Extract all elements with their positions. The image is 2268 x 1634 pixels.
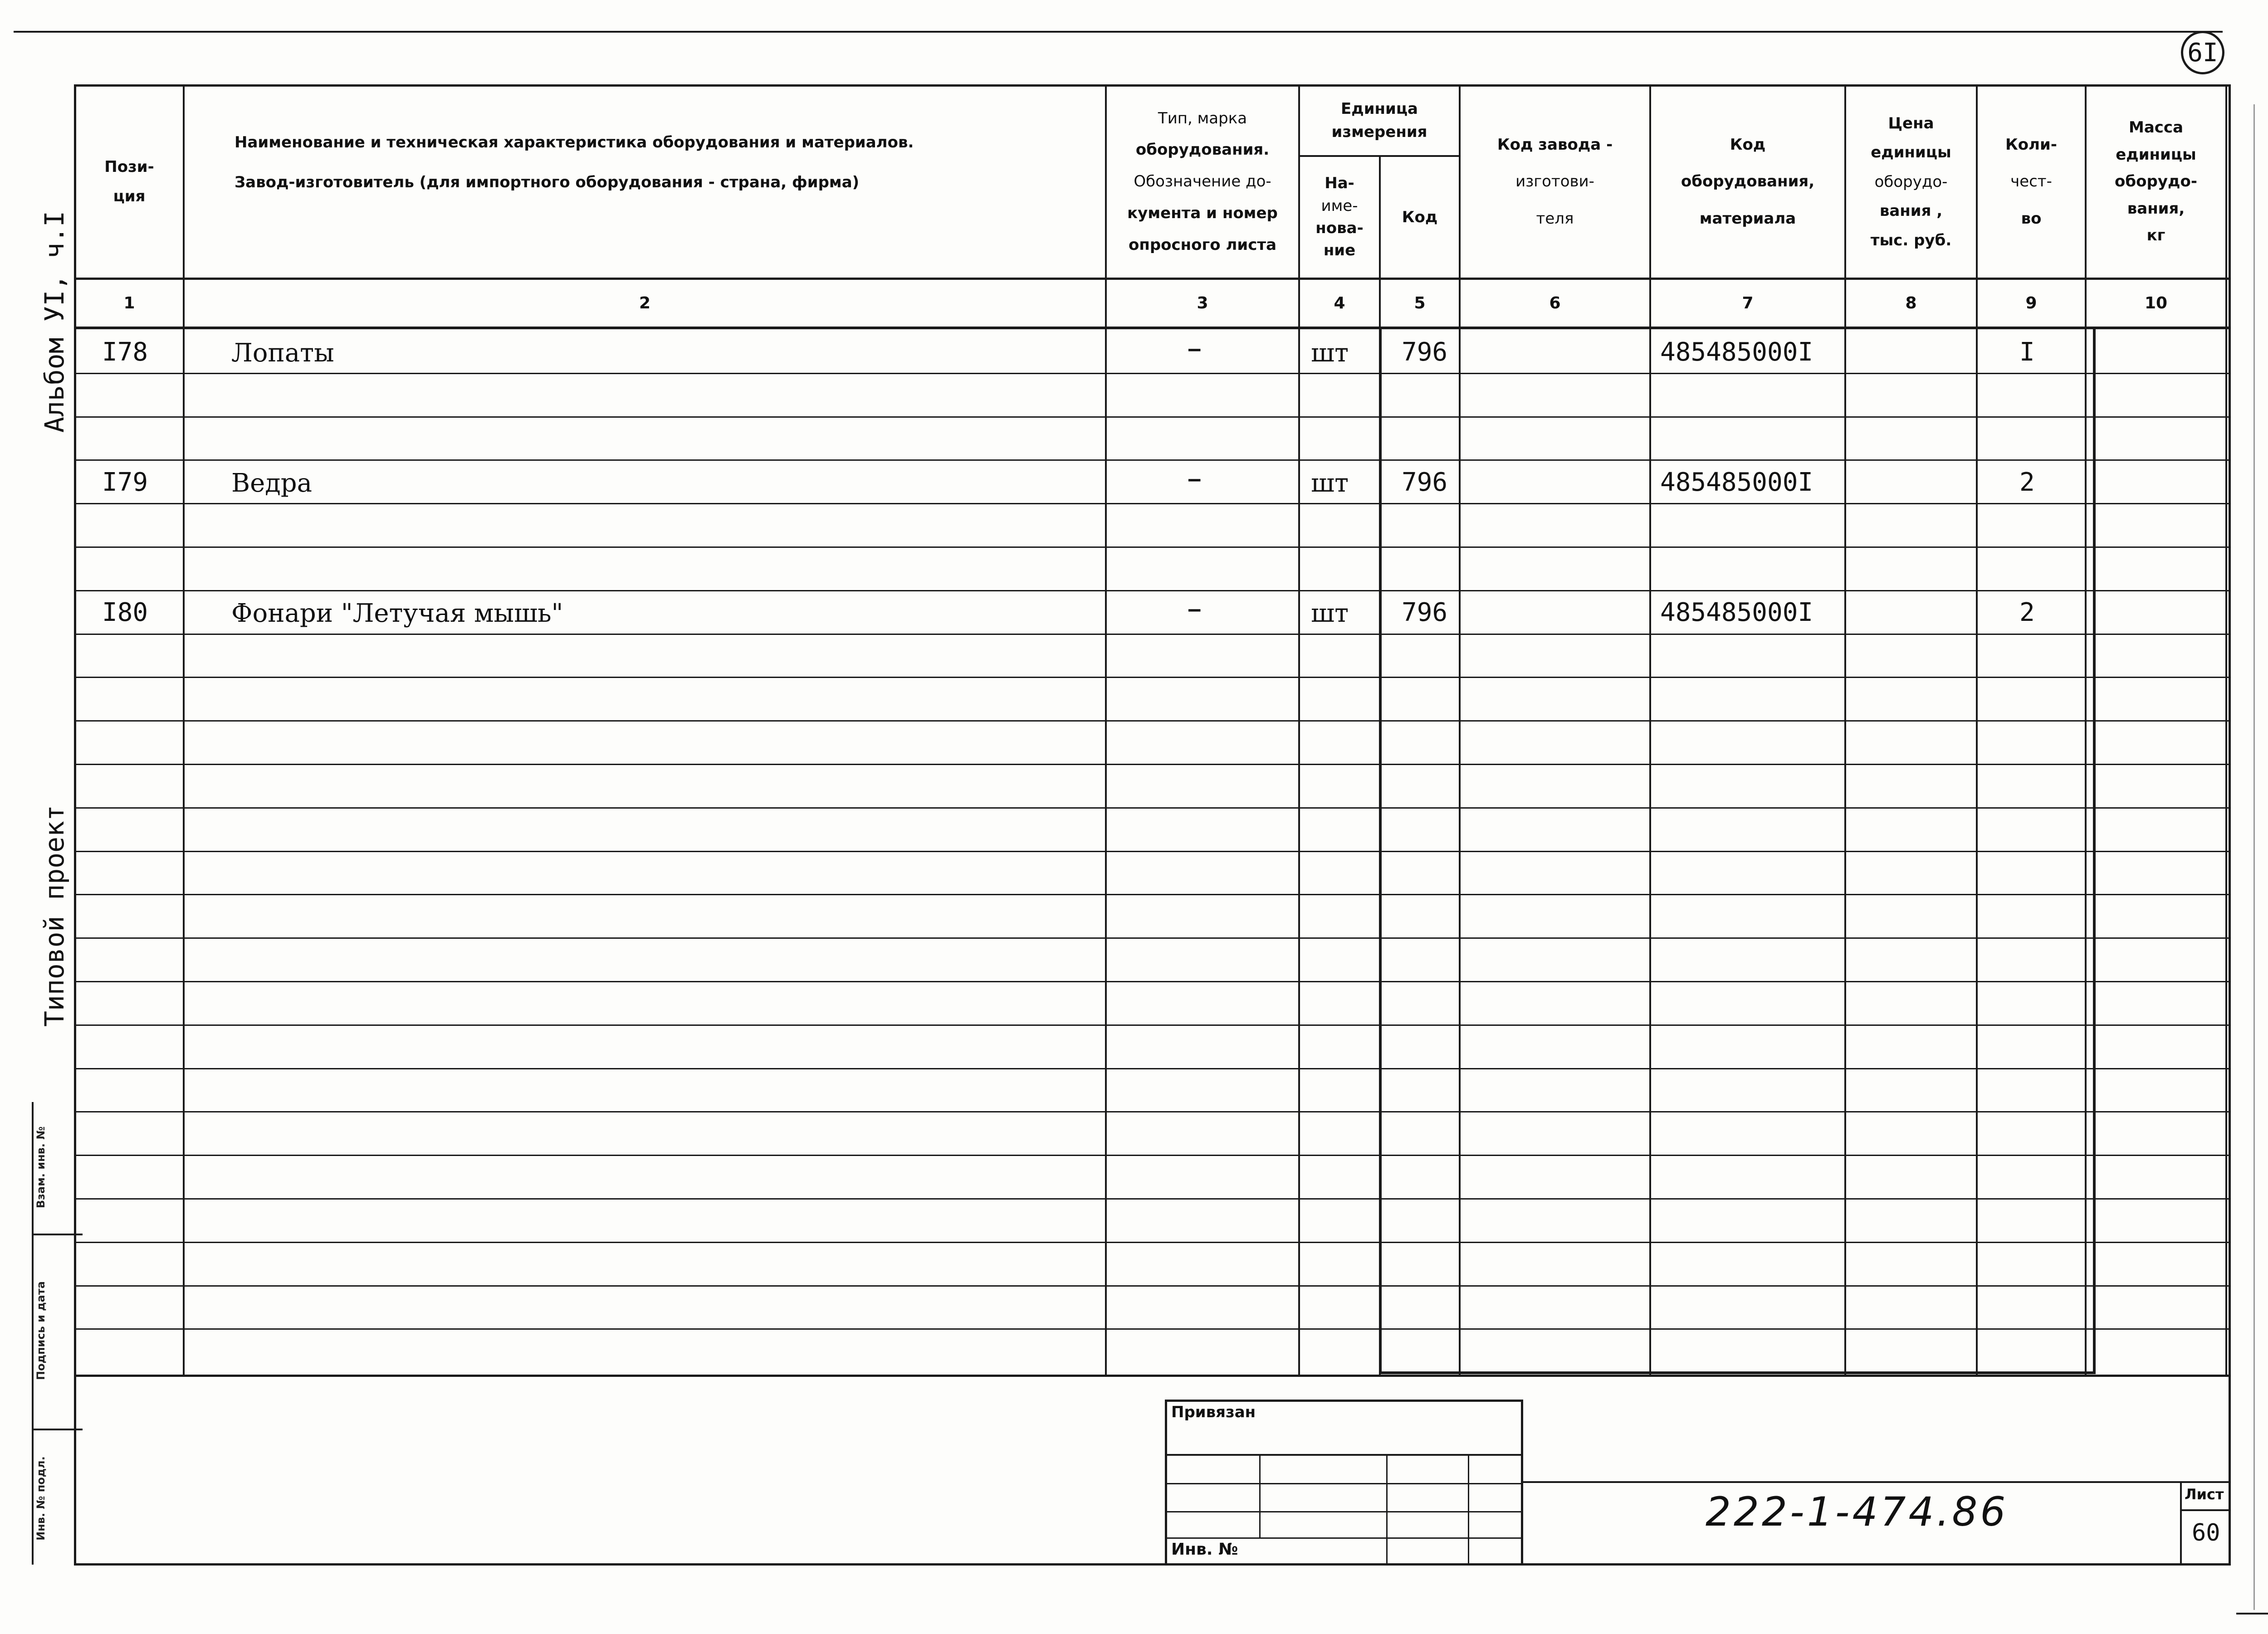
row-material-code: 485485000I	[1660, 468, 1813, 497]
stamp-code-top-line	[1523, 1481, 2231, 1483]
attached-label: Привязан	[1171, 1403, 1256, 1421]
row-divider	[74, 503, 2231, 504]
row-divider	[74, 807, 2231, 809]
row-divider	[74, 1285, 2231, 1287]
row-position: I80	[102, 598, 148, 627]
row-divider	[74, 1111, 2231, 1112]
header-quantity-line3: во	[2021, 209, 2042, 228]
row-divider	[74, 1024, 2231, 1026]
colnum-8: 8	[1905, 294, 1917, 312]
row-type: –	[1188, 468, 1201, 491]
header-name-line2: Завод-изготовитель (для импортного оборудования - страна, фирма)	[235, 173, 860, 192]
header-mass	[2087, 86, 2225, 278]
right-edge-mark	[2253, 104, 2255, 1610]
row-name: Фонари "Летучая мышь"	[231, 599, 563, 628]
header-unit-line2: измерения	[1331, 123, 1427, 141]
sheet-box-line	[2180, 1481, 2182, 1566]
row-material-code: 485485000I	[1660, 598, 1813, 627]
row-unit: шт	[1311, 468, 1349, 498]
header-material-code-line3: материала	[1699, 209, 1796, 228]
colnum-6: 6	[1549, 294, 1561, 312]
header-price-line3: оборудо-	[1874, 172, 1948, 191]
header-material-code	[1651, 86, 1844, 278]
header-mass-line2: единицы	[2116, 145, 2196, 164]
row-material-code: 485485000I	[1660, 337, 1813, 367]
colnum-10: 10	[2144, 294, 2168, 312]
header-quantity-line2: чест-	[2010, 172, 2052, 191]
header-price	[1846, 86, 1976, 278]
header-plant-code-line2: изготови-	[1515, 172, 1594, 191]
row-divider	[74, 764, 2231, 765]
row-unit-code: 796	[1402, 468, 1448, 497]
row-type: –	[1188, 337, 1201, 361]
project-label: Типовой проект	[39, 805, 70, 1027]
row-quantity: 2	[2019, 468, 2035, 497]
header-type-line3: Обозначение до-	[1134, 172, 1271, 191]
row-divider	[74, 677, 2231, 678]
corner-mark	[2236, 1613, 2268, 1614]
colnum-1: 1	[123, 294, 135, 312]
header-mass-line5: кг	[2146, 226, 2165, 245]
header-type-line4: кумента и номер	[1127, 204, 1278, 222]
header-unit-name	[1300, 157, 1379, 278]
header-unit-name-line1: На-	[1325, 174, 1354, 193]
title-block-top-line	[74, 1375, 2231, 1377]
document-code: 222-1-474.86	[1706, 1488, 2009, 1535]
header-name-line1: Наименование и техническая характеристика оборудования и материалов.	[235, 133, 914, 151]
colnum-5: 5	[1414, 294, 1426, 312]
colnum-4: 4	[1334, 294, 1345, 312]
row-divider	[74, 720, 2231, 722]
row-quantity: I	[2019, 337, 2035, 367]
row-position: I79	[102, 468, 148, 497]
top-border-line	[14, 31, 2223, 33]
attached-vline-2	[1386, 1454, 1388, 1566]
header-type-line2: оборудования.	[1135, 141, 1270, 159]
colnum-7: 7	[1742, 294, 1754, 312]
colnum-bottom-line	[74, 327, 2231, 329]
header-mass-line1: Масса	[2128, 118, 2184, 137]
row-divider	[74, 851, 2231, 852]
row-divider	[74, 1068, 2231, 1069]
inv-label: Инв. №	[1171, 1540, 1238, 1559]
row-divider	[74, 894, 2231, 895]
row-divider	[74, 1242, 2231, 1243]
row-divider	[74, 634, 2231, 635]
row-unit: шт	[1311, 338, 1349, 368]
header-unit-name-line2: име-	[1321, 196, 1358, 215]
sheet-label: Лист	[2185, 1486, 2224, 1503]
header-material-code-line2: оборудования,	[1681, 172, 1815, 191]
row-position: I78	[102, 337, 148, 367]
row-divider	[74, 590, 2231, 591]
header-price-line4: вания ,	[1879, 202, 1943, 220]
colnum-3: 3	[1197, 294, 1208, 312]
stamp-text-3: Инв. № подл.	[34, 1456, 47, 1541]
row-divider	[74, 546, 2231, 548]
sheet-box-mid	[2180, 1509, 2231, 1511]
row-unit: шт	[1311, 599, 1349, 628]
row-quantity: 2	[2019, 598, 2035, 627]
header-quantity	[1978, 86, 2085, 278]
stamp-left-line	[32, 1102, 34, 1565]
header-name	[185, 86, 1105, 278]
row-type: –	[1188, 598, 1201, 621]
header-unit-code-text: Код	[1402, 208, 1438, 226]
header-mass-line4: вания,	[2127, 199, 2185, 218]
attached-line-3	[1165, 1483, 1523, 1484]
row-divider	[74, 1155, 2231, 1156]
colnum-2: 2	[639, 294, 651, 312]
row-unit-code: 796	[1402, 598, 1448, 627]
header-type	[1107, 86, 1298, 278]
stamp-text-2: Подпись и дата	[34, 1281, 47, 1380]
row-divider	[74, 373, 2231, 374]
row-divider	[74, 459, 2231, 461]
colnum-9: 9	[2025, 294, 2037, 312]
album-label: Альбом УI, ч.I	[39, 211, 70, 433]
attached-line-5	[1165, 1537, 1523, 1539]
header-mass-line3: оборудо-	[2115, 172, 2197, 191]
header-position	[76, 86, 183, 278]
header-unit-group	[1300, 86, 1459, 155]
sheet-number: 60	[2192, 1519, 2220, 1546]
header-unit-name-line4: ние	[1323, 241, 1356, 260]
row-divider	[74, 1198, 2231, 1200]
header-position-line1: Пози-	[104, 158, 154, 176]
header-position-line2: ция	[113, 187, 146, 205]
header-price-line1: Цена	[1888, 114, 1934, 132]
attached-line-1	[1165, 1454, 1523, 1456]
attached-vline-3	[1468, 1454, 1469, 1566]
attached-line-4	[1165, 1511, 1523, 1512]
header-price-line2: единицы	[1871, 143, 1951, 162]
attached-vline-1	[1259, 1454, 1261, 1538]
row-unit-code: 796	[1402, 337, 1448, 367]
header-unit-name-line3: нова-	[1315, 219, 1364, 237]
row-name: Лопаты	[231, 338, 334, 368]
row-name: Ведра	[231, 468, 313, 498]
header-quantity-line1: Коли-	[2005, 135, 2057, 154]
stamp-text-1: Взам. инв. №	[34, 1126, 47, 1209]
row-divider	[74, 1328, 2231, 1330]
header-unit-code	[1381, 157, 1459, 278]
header-plant-code	[1461, 86, 1649, 278]
header-plant-code-line3: теля	[1536, 209, 1574, 228]
row-divider	[74, 937, 2231, 939]
row-divider	[74, 416, 2231, 418]
header-plant-code-line1: Код завода -	[1497, 135, 1613, 154]
row-divider	[74, 981, 2231, 982]
sheet-number-circle	[2181, 31, 2224, 74]
header-type-line5: опросного листа	[1128, 235, 1277, 254]
header-material-code-line1: Код	[1730, 135, 1766, 154]
header-type-line1: Тип, марка	[1158, 109, 1247, 127]
sheet-number-text: 6I	[2187, 38, 2218, 68]
header-price-line5: тыс. руб.	[1870, 231, 1952, 249]
header-unit-line1: Единица	[1341, 100, 1418, 118]
